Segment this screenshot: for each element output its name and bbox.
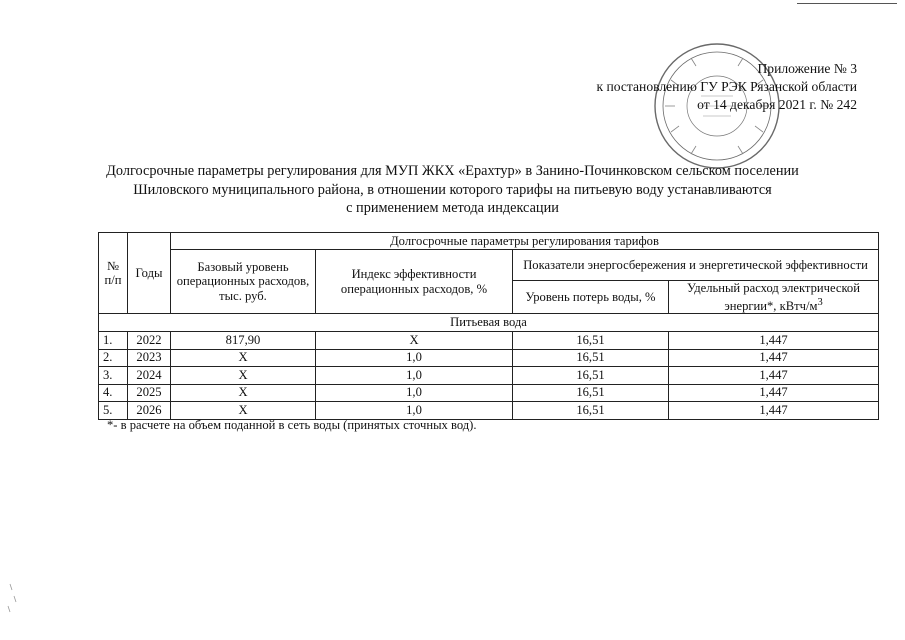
cell-losses: 16,51 — [513, 384, 669, 402]
section-row — [99, 314, 879, 332]
cell-index: 1,0 — [316, 367, 513, 385]
header-years: Годы — [128, 233, 171, 314]
cell-index: 1,0 — [316, 384, 513, 402]
header-efficiency-index: Индекс эффективности операционных расходов, % — [316, 250, 513, 314]
cell-base: Х — [171, 367, 316, 385]
cell-num: 1. — [99, 332, 128, 350]
cell-base: Х — [171, 402, 316, 420]
cell-num: 2. — [99, 349, 128, 367]
cell-year: 2023 — [128, 349, 171, 367]
table-row — [99, 332, 879, 350]
section-drinking-water: Питьевая вода — [99, 314, 879, 332]
appendix-line-2: к постановлению ГУ РЭК Рязанской области — [596, 79, 857, 94]
cell-num: 4. — [99, 384, 128, 402]
cell-year: 2024 — [128, 367, 171, 385]
appendix-line-1: Приложение № 3 — [757, 61, 857, 76]
parameters-table — [98, 232, 879, 420]
cell-specific: 1,447 — [669, 332, 879, 350]
title-line-1: Долгосрочные параметры регулирования для МУП ЖКХ «Ерахтур» в Занино-Починковском сельском поселении — [106, 163, 799, 179]
cell-base: 817,90 — [171, 332, 316, 350]
title-line-2: Шиловского муниципального района, в отношении которого тарифы на питьевую воду устанавливаются — [133, 181, 772, 198]
cell-num: 3. — [99, 367, 128, 385]
table-header-row — [99, 233, 879, 250]
cell-specific: 1,447 — [669, 367, 879, 385]
cell-losses: 16,51 — [513, 367, 669, 385]
header-specific-text: Удельный расход электрической энергии*, кВтч/м — [687, 281, 860, 313]
header-water-losses: Уровень потерь воды, % — [513, 281, 669, 314]
cell-index: Х — [316, 332, 513, 350]
header-specific-sup: 3 — [817, 296, 823, 308]
table-row — [99, 367, 879, 385]
cell-index: 1,0 — [316, 349, 513, 367]
cell-num: 5. — [99, 402, 128, 420]
table-row — [99, 402, 879, 420]
header-base-opex: Базовый уровень операционных расходов, тыс. руб. — [171, 250, 316, 314]
cell-losses: 16,51 — [513, 349, 669, 367]
top-rule — [797, 3, 897, 4]
cell-index: 1,0 — [316, 402, 513, 420]
cell-specific: 1,447 — [669, 402, 879, 420]
cell-base: Х — [171, 349, 316, 367]
title-line-3: с применением метода индексации — [346, 200, 559, 216]
cell-losses: 16,51 — [513, 402, 669, 420]
header-energy-group: Показатели энергосбережения и энергетической эффективности — [513, 250, 879, 281]
table-header-row — [99, 250, 879, 281]
table-row — [99, 349, 879, 367]
cell-specific: 1,447 — [669, 349, 879, 367]
cell-year: 2025 — [128, 384, 171, 402]
cell-year: 2026 — [128, 402, 171, 420]
appendix-block — [596, 60, 857, 114]
cell-year: 2022 — [128, 332, 171, 350]
header-num: № п/п — [99, 233, 128, 314]
footnote: *- в расчете на объем поданной в сеть воды (принятых сточных вод). — [107, 418, 477, 432]
scan-marks — [4, 582, 24, 622]
cell-losses: 16,51 — [513, 332, 669, 350]
cell-specific: 1,447 — [669, 384, 879, 402]
document-title — [0, 162, 905, 218]
cell-base: Х — [171, 384, 316, 402]
header-group: Долгосрочные параметры регулирования тарифов — [171, 233, 879, 250]
header-specific-consumption — [669, 281, 879, 314]
table-row — [99, 384, 879, 402]
appendix-line-3: от 14 декабря 2021 г. № 242 — [697, 97, 857, 112]
